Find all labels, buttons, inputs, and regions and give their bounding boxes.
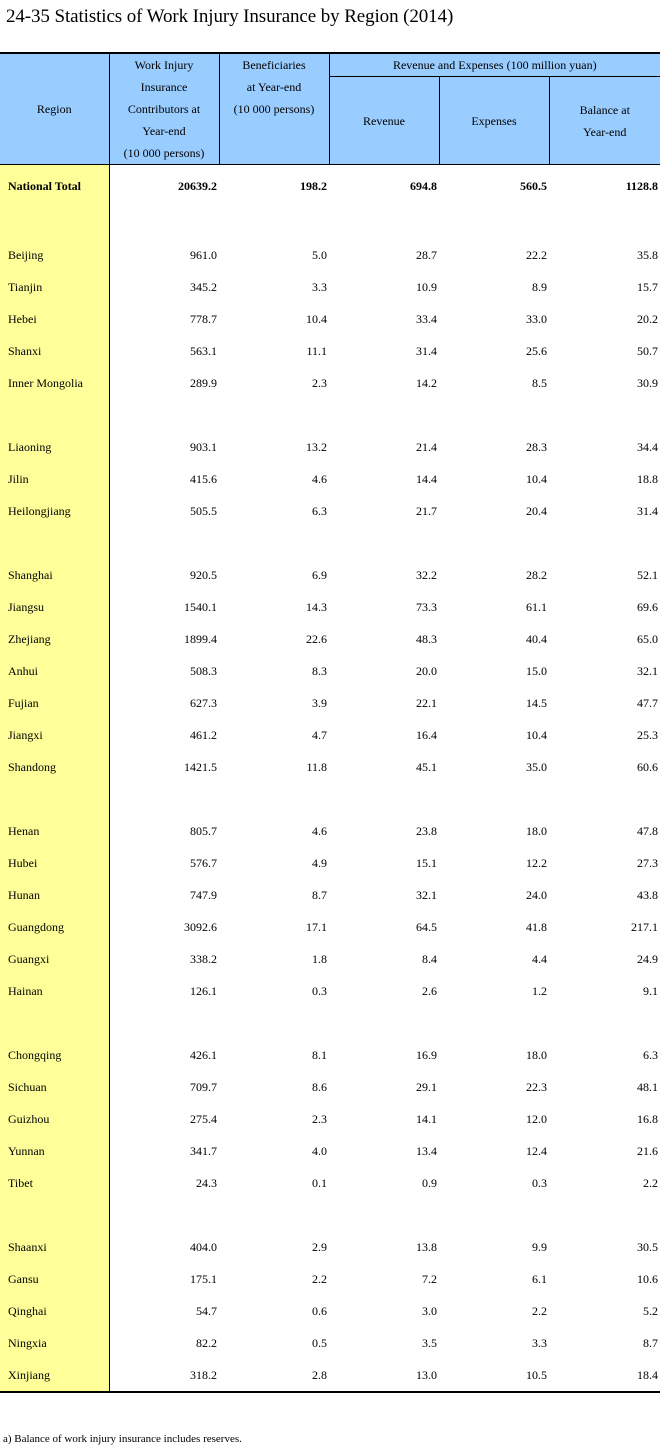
spacer-cell <box>329 1007 439 1039</box>
region-name: Chongqing <box>0 1039 109 1071</box>
balance-value: 35.8 <box>637 247 659 262</box>
table-row <box>0 271 660 303</box>
spacer-cell <box>439 783 549 815</box>
revenue-value: 16.9 <box>416 1047 437 1062</box>
revenue-value: 28.7 <box>416 247 437 262</box>
footnote: a) Balance of work injury insurance includes reserves. <box>3 1433 242 1445</box>
revenue-value: 45.1 <box>416 759 437 774</box>
balance-value: 34.4 <box>637 439 659 454</box>
beneficiaries-value: 10.4 <box>306 311 327 326</box>
header-revenue: Revenue <box>329 77 439 165</box>
spacer-cell <box>439 527 549 559</box>
spacer-cell <box>439 1199 549 1231</box>
expenses-value: 22.2 <box>526 247 547 262</box>
contributors-value: 576.7 <box>190 855 217 870</box>
expenses-value: 28.3 <box>526 439 547 454</box>
spacer-cell <box>0 783 109 815</box>
beneficiaries-value: 6.9 <box>312 567 327 582</box>
balance-value: 8.7 <box>643 1335 659 1350</box>
balance-value: 47.7 <box>637 695 659 710</box>
beneficiaries-value: 4.6 <box>312 471 327 486</box>
expenses-value: 10.4 <box>526 727 547 742</box>
table-row <box>0 687 660 719</box>
expenses-value: 6.1 <box>532 1271 547 1286</box>
revenue-value: 3.0 <box>422 1303 437 1318</box>
balance-value: 25.3 <box>637 727 659 742</box>
region-name: Zhejiang <box>0 623 109 655</box>
table-row <box>0 1327 660 1359</box>
region-name: Heilongjiang <box>0 495 109 527</box>
balance-value: 18.8 <box>637 471 659 486</box>
balance-value: 69.6 <box>637 599 659 614</box>
revenue-value: 32.1 <box>416 887 437 902</box>
header-region: Region <box>0 53 109 165</box>
region-name: Henan <box>0 815 109 847</box>
contributors-value: 24.3 <box>196 1175 217 1190</box>
table-row <box>0 719 660 751</box>
header-beneficiaries-line-3: (10 000 persons) <box>233 102 315 116</box>
balance-value: 48.1 <box>637 1079 659 1094</box>
expenses-value: 24.0 <box>526 887 547 902</box>
beneficiaries-value: 2.3 <box>312 1111 327 1126</box>
revenue-value: 0.9 <box>422 1175 437 1190</box>
contributors-value: 627.3 <box>190 695 217 710</box>
region-name: Jilin <box>0 463 109 495</box>
beneficiaries-value: 8.6 <box>312 1079 327 1094</box>
table-row <box>0 495 660 527</box>
header-contributors-line-1: Work Injury <box>134 58 194 72</box>
contributors-value: 20639.2 <box>178 178 217 193</box>
revenue-value: 21.4 <box>416 439 437 454</box>
spacer-cell <box>109 1199 219 1231</box>
header-balance <box>549 77 660 165</box>
region-name: Guangxi <box>0 943 109 975</box>
revenue-value: 2.6 <box>422 983 437 998</box>
table-row <box>0 1295 660 1327</box>
region-name: Guangdong <box>0 911 109 943</box>
contributors-value: 505.5 <box>190 503 217 518</box>
balance-value: 16.8 <box>637 1111 659 1126</box>
balance-value: 1128.8 <box>625 178 659 193</box>
expenses-value: 22.3 <box>526 1079 547 1094</box>
expenses-value: 18.0 <box>526 823 547 838</box>
revenue-value: 33.4 <box>416 311 437 326</box>
spacer-cell <box>0 399 109 431</box>
expenses-value: 10.4 <box>526 471 547 486</box>
beneficiaries-value: 0.1 <box>312 1175 327 1190</box>
balance-value: 50.7 <box>637 343 659 358</box>
header-beneficiaries <box>219 53 329 165</box>
contributors-value: 461.2 <box>190 727 217 742</box>
expenses-value: 4.4 <box>532 951 547 966</box>
expenses-value: 15.0 <box>526 663 547 678</box>
expenses-value: 14.5 <box>526 695 547 710</box>
spacer-row <box>0 207 660 239</box>
table-row <box>0 303 660 335</box>
header-balance-line-2: Year-end <box>583 124 627 139</box>
spacer-cell <box>549 527 660 559</box>
revenue-value: 7.2 <box>422 1271 437 1286</box>
balance-value: 52.1 <box>637 567 659 582</box>
beneficiaries-value: 3.3 <box>312 279 327 294</box>
expenses-value: 560.5 <box>520 178 547 193</box>
beneficiaries-value: 2.9 <box>312 1239 327 1254</box>
balance-value: 24.9 <box>637 951 659 966</box>
spacer-cell <box>109 783 219 815</box>
region-name: Inner Mongolia <box>0 367 109 399</box>
expenses-value: 33.0 <box>526 311 547 326</box>
expenses-value: 1.2 <box>532 983 547 998</box>
contributors-value: 426.1 <box>190 1047 217 1062</box>
region-name: Sichuan <box>0 1071 109 1103</box>
table-row <box>0 335 660 367</box>
table-row <box>0 1039 660 1071</box>
beneficiaries-value: 4.6 <box>312 823 327 838</box>
table-row <box>0 431 660 463</box>
revenue-value: 16.4 <box>416 727 437 742</box>
region-name: Gansu <box>0 1263 109 1295</box>
table-row <box>0 1135 660 1167</box>
contributors-value: 805.7 <box>190 823 217 838</box>
contributors-value: 508.3 <box>190 663 217 678</box>
balance-value: 31.4 <box>637 503 659 518</box>
balance-value: 32.1 <box>637 663 659 678</box>
contributors-value: 920.5 <box>190 567 217 582</box>
contributors-value: 1540.1 <box>184 599 217 614</box>
beneficiaries-value: 0.3 <box>312 983 327 998</box>
contributors-value: 175.1 <box>190 1271 217 1286</box>
beneficiaries-value: 2.8 <box>219 1359 329 1392</box>
region-name: Jiangxi <box>0 719 109 751</box>
contributors-value: 778.7 <box>190 311 217 326</box>
region-name: Hunan <box>0 879 109 911</box>
region-name: Yunnan <box>0 1135 109 1167</box>
beneficiaries-value: 5.0 <box>312 247 327 262</box>
spacer-cell <box>329 399 439 431</box>
expenses-value: 18.0 <box>526 1047 547 1062</box>
spacer-cell <box>549 783 660 815</box>
revenue-value: 20.0 <box>416 663 437 678</box>
beneficiaries-value: 6.3 <box>312 503 327 518</box>
region-name: Fujian <box>0 687 109 719</box>
header-contributors-line-3: Contributors at <box>127 102 201 116</box>
header-contributors-line-4: Year-end <box>142 124 186 138</box>
spacer-cell <box>219 207 329 239</box>
balance-value: 43.8 <box>637 887 659 902</box>
beneficiaries-value: 2.2 <box>312 1271 327 1286</box>
region-name: Tianjin <box>0 271 109 303</box>
balance-value: 20.2 <box>637 311 659 326</box>
beneficiaries-value: 8.7 <box>312 887 327 902</box>
contributors-value: 289.9 <box>190 375 217 390</box>
table-row <box>0 879 660 911</box>
region-name: Xinjiang <box>0 1359 109 1392</box>
header-contributors-line-5: (10 000 persons) <box>123 146 205 160</box>
region-name: Hubei <box>0 847 109 879</box>
balance-value: 65.0 <box>637 631 659 646</box>
beneficiaries-value: 22.6 <box>306 631 327 646</box>
balance-value: 10.6 <box>637 1271 659 1286</box>
contributors-value: 3092.6 <box>184 919 217 934</box>
spacer-cell <box>329 527 439 559</box>
region-name: Ningxia <box>0 1327 109 1359</box>
table-row <box>0 815 660 847</box>
table-row <box>0 559 660 591</box>
spacer-cell <box>219 1007 329 1039</box>
revenue-value: 23.8 <box>416 823 437 838</box>
spacer-row <box>0 399 660 431</box>
beneficiaries-value: 13.2 <box>306 439 327 454</box>
page-title: 24-35 Statistics of Work Injury Insurance by Region (2014) <box>6 6 454 27</box>
revenue-value: 15.1 <box>416 855 437 870</box>
spacer-cell <box>329 207 439 239</box>
balance-value: 9.1 <box>643 983 659 998</box>
revenue-value: 14.4 <box>416 471 437 486</box>
contributors-value: 404.0 <box>190 1239 217 1254</box>
revenue-value: 13.4 <box>416 1143 437 1158</box>
table-row <box>0 623 660 655</box>
beneficiaries-value: 0.5 <box>312 1335 327 1350</box>
expenses-value: 12.2 <box>526 855 547 870</box>
contributors-value: 1899.4 <box>184 631 217 646</box>
revenue-value: 73.3 <box>416 599 437 614</box>
revenue-value: 3.5 <box>422 1335 437 1350</box>
balance-value: 27.3 <box>637 855 659 870</box>
spacer-cell <box>439 207 549 239</box>
table-row <box>0 943 660 975</box>
spacer-cell <box>0 1007 109 1039</box>
revenue-value: 13.8 <box>416 1239 437 1254</box>
revenue-value: 29.1 <box>416 1079 437 1094</box>
header-beneficiaries-line-2: at Year-end <box>246 80 302 94</box>
contributors-value: 345.2 <box>190 279 217 294</box>
beneficiaries-value: 1.8 <box>312 951 327 966</box>
spacer-cell <box>109 399 219 431</box>
contributors-value: 341.7 <box>190 1143 217 1158</box>
table-row <box>0 239 660 271</box>
expenses-value: 2.2 <box>532 1303 547 1318</box>
spacer-cell <box>329 1199 439 1231</box>
spacer-cell <box>219 527 329 559</box>
balance-value: 60.6 <box>637 759 659 774</box>
revenue-value: 14.1 <box>416 1111 437 1126</box>
expenses-value: 20.4 <box>526 503 547 518</box>
revenue-value: 31.4 <box>416 343 437 358</box>
beneficiaries-value: 4.0 <box>312 1143 327 1158</box>
table-row <box>0 751 660 783</box>
revenue-value: 694.8 <box>410 178 437 193</box>
contributors-value: 275.4 <box>190 1111 217 1126</box>
spacer-cell <box>549 399 660 431</box>
spacer-row <box>0 1199 660 1231</box>
beneficiaries-value: 4.9 <box>312 855 327 870</box>
balance-value: 15.7 <box>637 279 659 294</box>
expenses-value: 12.0 <box>526 1111 547 1126</box>
beneficiaries-value: 0.6 <box>312 1303 327 1318</box>
spacer-cell <box>0 1199 109 1231</box>
beneficiaries-value: 3.9 <box>312 695 327 710</box>
table-row <box>0 1231 660 1263</box>
region-name: Shanxi <box>0 335 109 367</box>
beneficiaries-value: 4.7 <box>312 727 327 742</box>
table-row <box>0 975 660 1007</box>
balance-value: 47.8 <box>637 823 659 838</box>
spacer-cell <box>109 1007 219 1039</box>
region-name: Beijing <box>0 239 109 271</box>
spacer-row <box>0 1007 660 1039</box>
revenue-value: 64.5 <box>416 919 437 934</box>
contributors-value: 903.1 <box>190 439 217 454</box>
balance-value: 6.3 <box>643 1047 659 1062</box>
header-balance-line-1: Balance at <box>579 102 630 117</box>
spacer-cell <box>109 207 219 239</box>
expenses-value: 41.8 <box>526 919 547 934</box>
beneficiaries-value: 2.3 <box>312 375 327 390</box>
balance-value: 217.1 <box>631 919 659 934</box>
region-name: Shandong <box>0 751 109 783</box>
contributors-value: 747.9 <box>190 887 217 902</box>
header-beneficiaries-line-1: Beneficiaries <box>242 58 306 72</box>
region-name: Shanghai <box>0 559 109 591</box>
spacer-cell <box>439 1007 549 1039</box>
spacer-cell <box>549 207 660 239</box>
region-name: Guizhou <box>0 1103 109 1135</box>
header-expenses: Expenses <box>439 77 549 165</box>
spacer-cell <box>219 783 329 815</box>
table-row <box>0 1263 660 1295</box>
beneficiaries-value: 11.1 <box>306 343 327 358</box>
beneficiaries-value: 198.2 <box>300 178 327 193</box>
balance-value: 5.2 <box>643 1303 659 1318</box>
beneficiaries-value: 8.1 <box>312 1047 327 1062</box>
spacer-cell <box>549 1199 660 1231</box>
region-name: Liaoning <box>0 431 109 463</box>
statistics-table <box>0 52 660 1393</box>
revenue-value: 13.0 <box>329 1359 439 1392</box>
contributors-value: 82.2 <box>196 1335 217 1350</box>
revenue-value: 10.9 <box>416 279 437 294</box>
table-row <box>0 1359 660 1392</box>
header-contributors <box>109 53 219 165</box>
revenue-value: 22.1 <box>416 695 437 710</box>
table-row <box>0 847 660 879</box>
expenses-value: 61.1 <box>526 599 547 614</box>
contributors-value: 415.6 <box>190 471 217 486</box>
contributors-value: 54.7 <box>196 1303 217 1318</box>
expenses-value: 8.9 <box>532 279 547 294</box>
expenses-value: 12.4 <box>526 1143 547 1158</box>
contributors-value: 1421.5 <box>184 759 217 774</box>
spacer-cell <box>329 783 439 815</box>
expenses-value: 10.5 <box>439 1359 549 1392</box>
spacer-row <box>0 783 660 815</box>
region-name: Tibet <box>0 1167 109 1199</box>
contributors-value: 961.0 <box>190 247 217 262</box>
balance-value: 30.9 <box>637 375 659 390</box>
revenue-value: 48.3 <box>416 631 437 646</box>
expenses-value: 9.9 <box>532 1239 547 1254</box>
expenses-value: 40.4 <box>526 631 547 646</box>
expenses-value: 25.6 <box>526 343 547 358</box>
revenue-value: 8.4 <box>422 951 437 966</box>
table-row <box>0 911 660 943</box>
spacer-cell <box>549 1007 660 1039</box>
spacer-cell <box>0 207 109 239</box>
table-row <box>0 463 660 495</box>
beneficiaries-value: 11.8 <box>306 759 327 774</box>
region-name: National Total <box>0 165 109 208</box>
contributors-value: 563.1 <box>190 343 217 358</box>
header-contributors-line-2: Insurance <box>140 80 188 94</box>
expenses-value: 28.2 <box>526 567 547 582</box>
expenses-value: 3.3 <box>532 1335 547 1350</box>
table-row <box>0 367 660 399</box>
table-row <box>0 591 660 623</box>
beneficiaries-value: 8.3 <box>312 663 327 678</box>
spacer-cell <box>219 1199 329 1231</box>
contributors-value: 126.1 <box>190 983 217 998</box>
balance-value: 21.6 <box>637 1143 659 1158</box>
table-body <box>0 165 660 1393</box>
spacer-cell <box>439 399 549 431</box>
region-name: Hainan <box>0 975 109 1007</box>
region-name: Anhui <box>0 655 109 687</box>
expenses-value: 8.5 <box>532 375 547 390</box>
spacer-cell <box>219 399 329 431</box>
beneficiaries-value: 17.1 <box>306 919 327 934</box>
table-row <box>0 1103 660 1135</box>
revenue-value: 32.2 <box>416 567 437 582</box>
revenue-value: 14.2 <box>416 375 437 390</box>
spacer-cell <box>109 527 219 559</box>
region-name: Hebei <box>0 303 109 335</box>
spacer-cell <box>0 527 109 559</box>
contributors-value: 338.2 <box>190 951 217 966</box>
national-total-row <box>0 165 660 208</box>
contributors-value: 318.2 <box>109 1359 219 1392</box>
expenses-value: 0.3 <box>532 1175 547 1190</box>
region-name: Qinghai <box>0 1295 109 1327</box>
table-row <box>0 1167 660 1199</box>
table-row <box>0 1071 660 1103</box>
expenses-value: 35.0 <box>526 759 547 774</box>
region-name: Shaanxi <box>0 1231 109 1263</box>
spacer-row <box>0 527 660 559</box>
balance-value: 2.2 <box>643 1175 659 1190</box>
contributors-value: 709.7 <box>190 1079 217 1094</box>
table-row <box>0 655 660 687</box>
region-name: Jiangsu <box>0 591 109 623</box>
header-revenue-expenses-group: Revenue and Expenses (100 million yuan) <box>329 53 660 77</box>
revenue-value: 21.7 <box>416 503 437 518</box>
beneficiaries-value: 14.3 <box>306 599 327 614</box>
balance-value: 30.5 <box>637 1239 659 1254</box>
balance-value: 18.4 <box>549 1359 660 1392</box>
